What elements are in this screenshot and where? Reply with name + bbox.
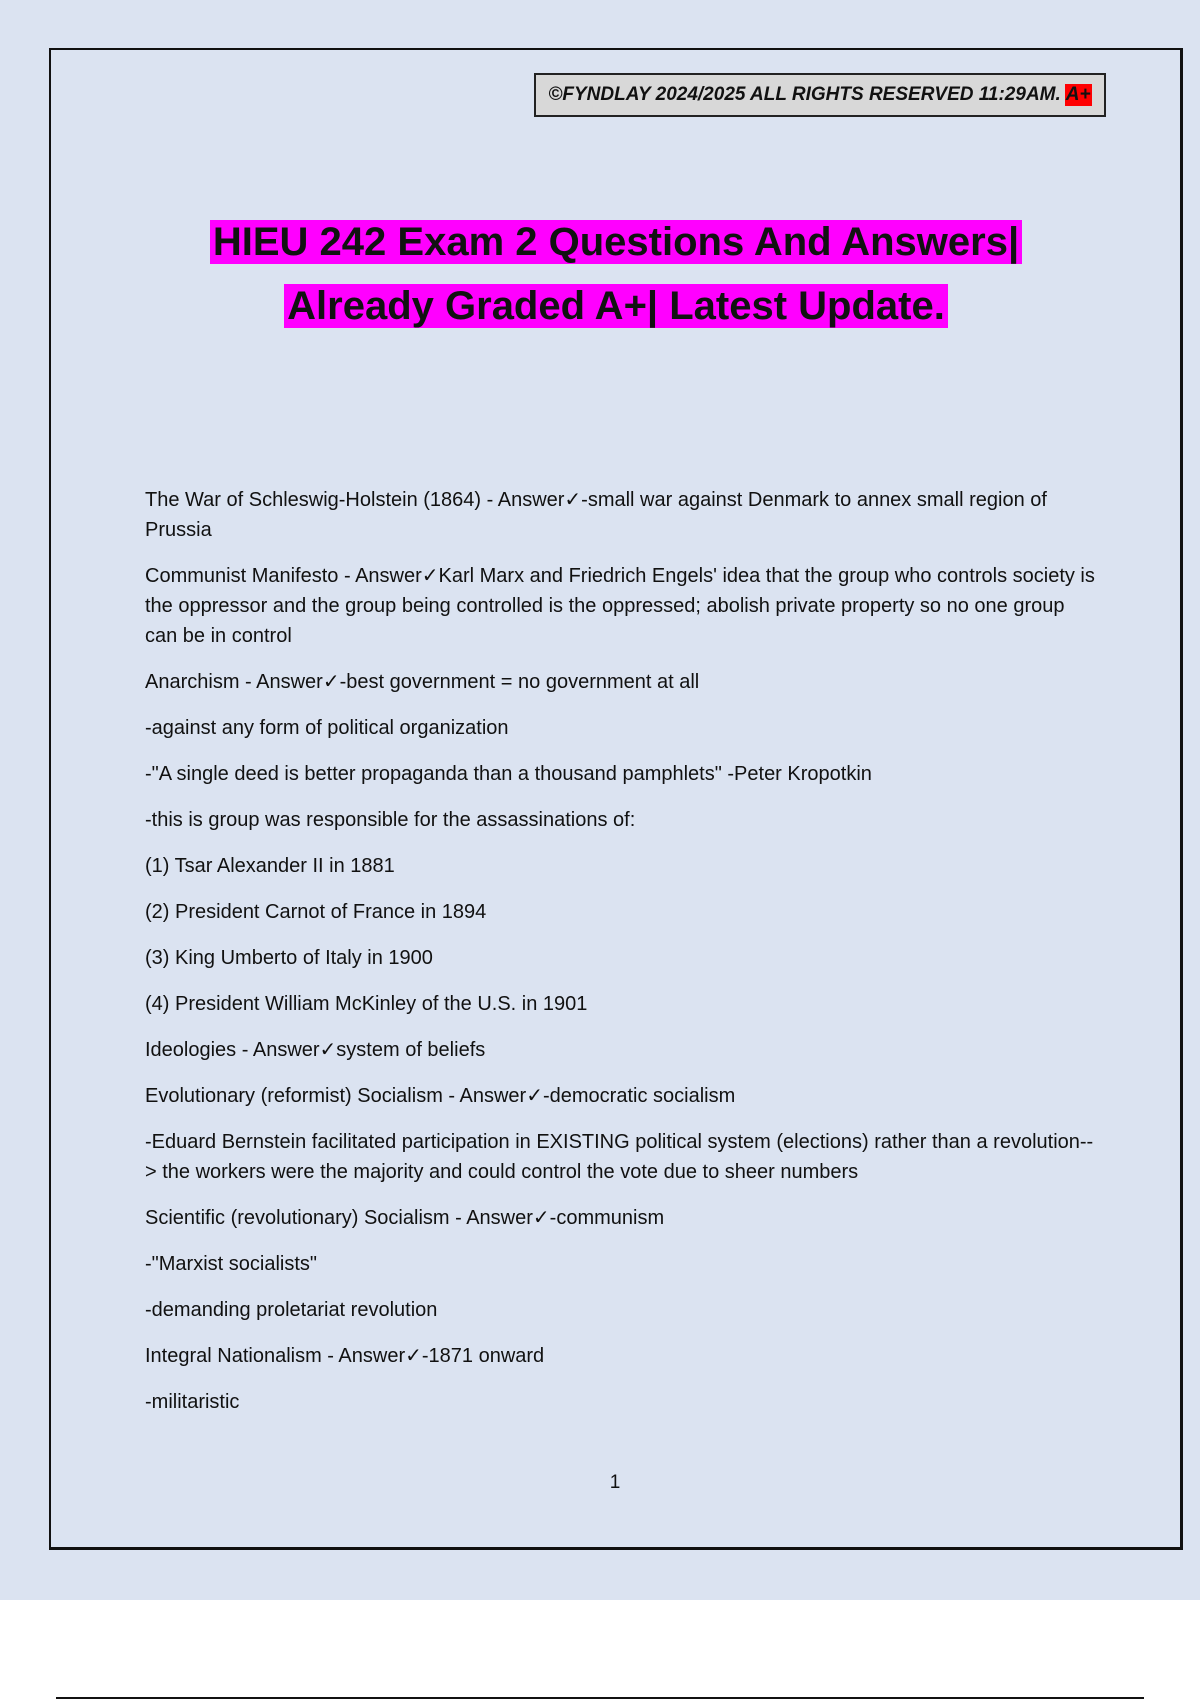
list-item: Ideologies - Answer✓system of beliefs	[145, 1039, 486, 1061]
grade-badge: A+	[1065, 84, 1091, 105]
list-item: -against any form of political organization	[145, 717, 509, 739]
list-item: The War of Schleswig-Holstein (1864) - Answer✓-small war against Denmark to annex small region of Prussia	[145, 489, 1047, 541]
bottom-divider	[56, 1697, 1144, 1699]
list-item: -demanding proletariat revolution	[145, 1299, 438, 1321]
list-item: -militaristic	[145, 1391, 240, 1413]
list-item: Integral Nationalism - Answer✓-1871 onward	[145, 1345, 545, 1367]
page-number: 1	[609, 1472, 621, 1493]
list-item: -this is group was responsible for the assassinations of:	[145, 809, 636, 831]
list-item: Communist Manifesto - Answer✓Karl Marx and Friedrich Engels' idea that the group who controls society is the oppressor and the group being controlled is the oppressed; abolish private property so no one group can be in control	[145, 565, 1095, 647]
list-item: Scientific (revolutionary) Socialism - Answer✓-communism	[145, 1207, 665, 1229]
list-item: Anarchism - Answer✓-best government = no government at all	[145, 671, 700, 693]
list-item: -"Marxist socialists"	[145, 1253, 317, 1275]
copyright-banner	[534, 73, 1106, 117]
title-line-2: Already Graded A+| Latest Update.	[284, 284, 948, 328]
list-item: -"A single deed is better propaganda than a thousand pamphlets" -Peter Kropotkin	[145, 763, 872, 785]
question-list	[145, 485, 1095, 1433]
list-item: Evolutionary (reformist) Socialism - Answer✓-democratic socialism	[145, 1085, 736, 1107]
copyright-text: ©FYNDLAY 2024/2025 ALL RIGHTS RESERVED 11:29AM.	[548, 84, 1061, 105]
list-item: (1) Tsar Alexander II in 1881	[145, 855, 395, 877]
document-title	[60, 210, 1172, 338]
list-item: (4) President William McKinley of the U.S. in 1901	[145, 993, 588, 1015]
list-item: (2) President Carnot of France in 1894	[145, 901, 487, 923]
list-item: -Eduard Bernstein facilitated participation in EXISTING political system (elections) rather than a revolution--> the workers were the majority and could control the vote due to sheer numbers	[145, 1131, 1094, 1183]
list-item: (3) King Umberto of Italy in 1900	[145, 947, 433, 969]
title-line-1: HIEU 242 Exam 2 Questions And Answers|	[210, 220, 1022, 264]
